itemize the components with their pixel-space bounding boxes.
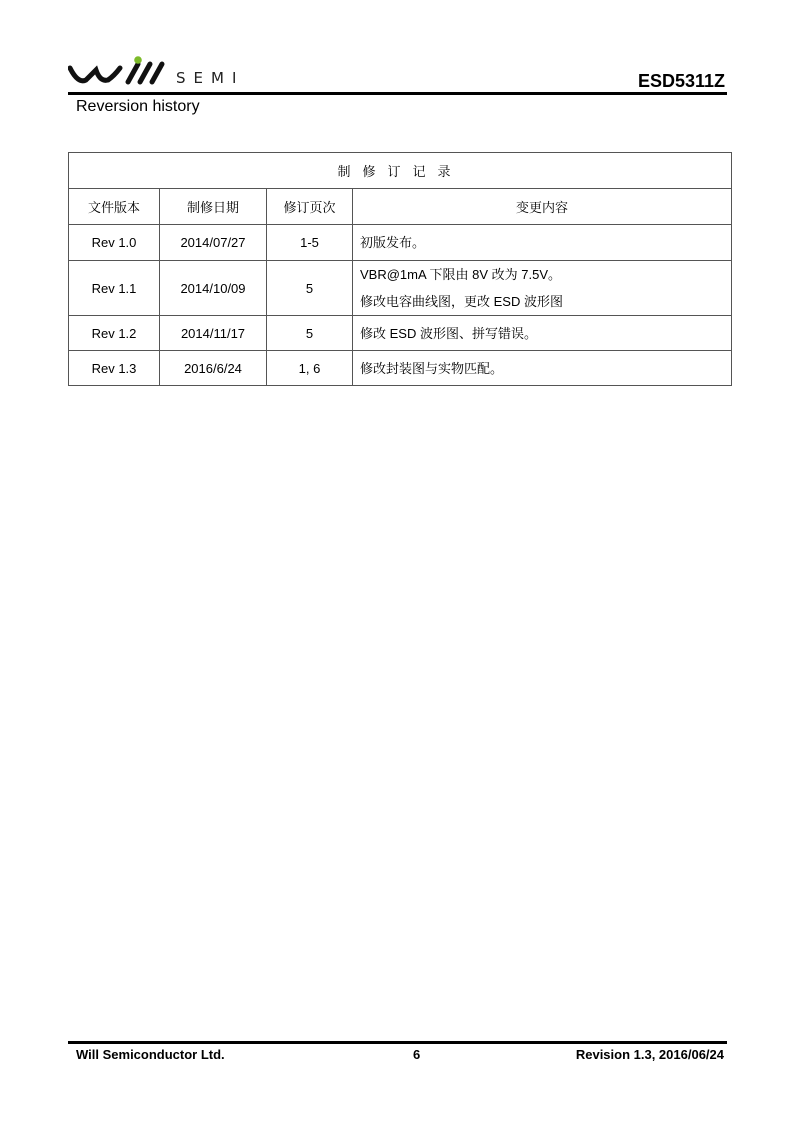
column-header-date: 制修日期 [160, 189, 267, 225]
cell-changes [353, 225, 732, 261]
cell-date: 2014/11/17 [160, 316, 267, 351]
cell-pages: 1, 6 [267, 351, 353, 386]
cell-date: 2014/07/27 [160, 225, 267, 261]
cell-changes [353, 261, 732, 316]
table-row [69, 225, 732, 261]
cell-version: Rev 1.1 [69, 261, 160, 316]
revision-table [68, 152, 732, 386]
cell-date: 2014/10/09 [160, 261, 267, 316]
page-number: 6 [413, 1047, 421, 1062]
table-row [69, 351, 732, 386]
cell-version: Rev 1.2 [69, 316, 160, 351]
document-part-number: ESD5311Z [637, 71, 725, 91]
table-header-row [69, 189, 732, 225]
change-line: 初版发布。 [360, 235, 426, 250]
cell-date: 2016/6/24 [160, 351, 267, 386]
table-row [69, 261, 732, 316]
cell-pages: 5 [267, 316, 353, 351]
change-line: 修改电容曲线图，更改 ESD 波形图 [360, 294, 563, 309]
will-semi-logo [68, 56, 173, 90]
page-header [68, 56, 727, 96]
header-divider [68, 92, 727, 95]
cell-pages: 1-5 [267, 225, 353, 261]
table-title: 制修订记录 [69, 153, 732, 189]
logo-wordmark: SEMI [176, 69, 245, 87]
footer-revision: Revision 1.3, 2016/06/24 [575, 1047, 724, 1062]
cell-version: Rev 1.3 [69, 351, 160, 386]
change-line: 修改封装图与实物匹配。 [360, 360, 504, 376]
section-title: Reversion history [76, 98, 200, 115]
change-line: 修改 ESD 波形图、拼写错误。 [360, 325, 537, 341]
change-line: VBR@1mA 下限由 8V 改为 7.5V。 [360, 267, 562, 282]
cell-pages: 5 [267, 261, 353, 316]
table-title-row [69, 153, 732, 189]
will-logo-icon [68, 56, 173, 90]
cell-version: Rev 1.0 [69, 225, 160, 261]
cell-changes [353, 316, 732, 351]
column-header-changes: 变更内容 [353, 189, 732, 225]
footer-divider [68, 1041, 727, 1044]
table-row [69, 316, 732, 351]
footer-company: Will Semiconductor Ltd. [76, 1047, 225, 1062]
column-header-version: 文件版本 [69, 189, 160, 225]
cell-changes [353, 351, 732, 386]
column-header-pages: 修订页次 [267, 189, 353, 225]
